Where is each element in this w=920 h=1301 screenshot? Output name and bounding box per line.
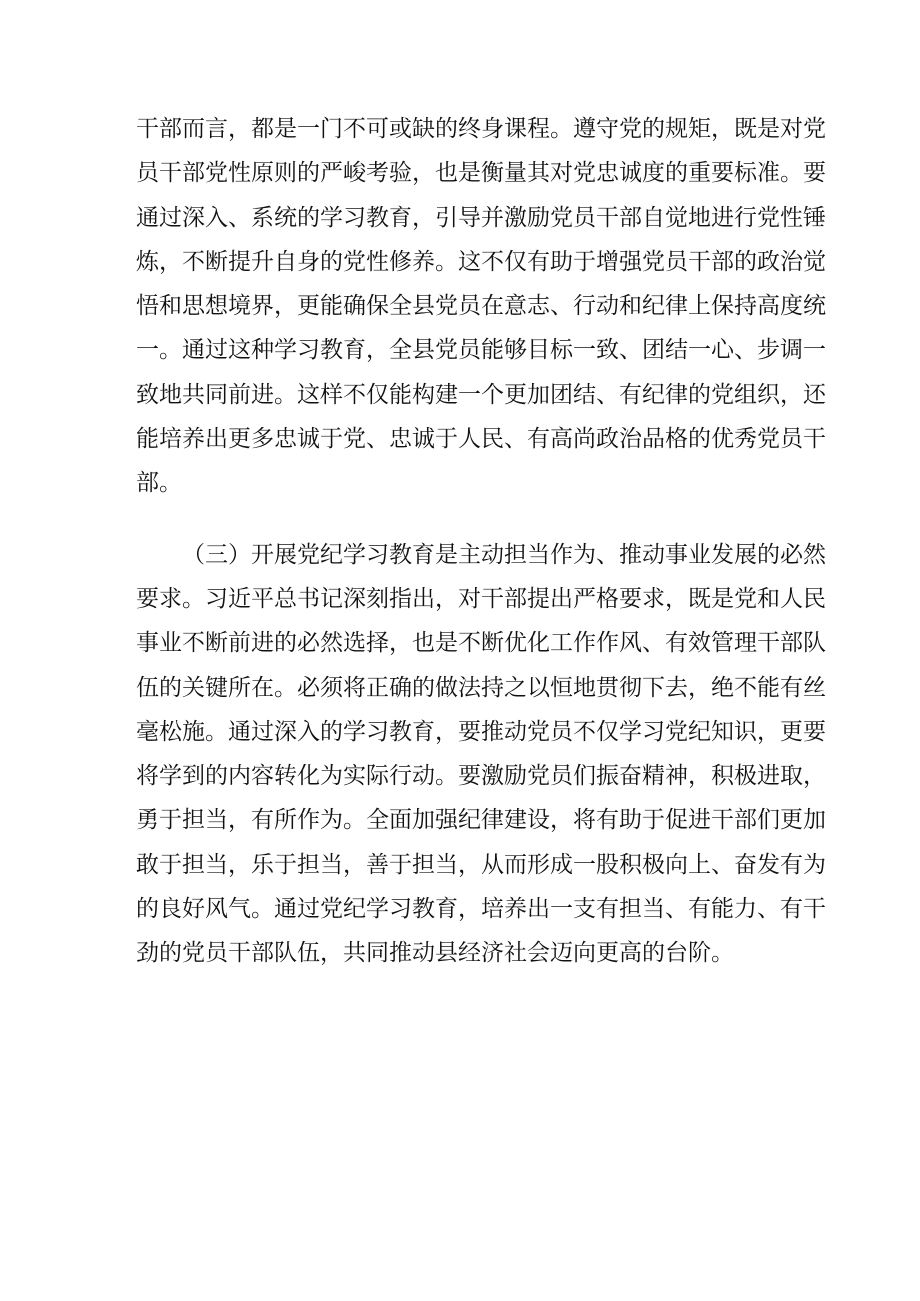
text-line: 要求。习近平总书记深刻指出，对干部提出严格要求，既是党和人民 [136, 585, 826, 612]
text-line: 伍的关键所在。必须将正确的做法持之以恒地贯彻下去，绝不能有丝 [136, 674, 826, 701]
text-line: 干部而言，都是一门不可或缺的终身课程。遵守党的规矩，既是对党 [136, 116, 826, 142]
paragraph-1 [136, 107, 826, 506]
text-line: 事业不断前进的必然选择，也是不断优化工作作风、有效管理干部队 [136, 630, 826, 657]
text-line: 劲的党员干部队伍，共同推动县经济社会迈向更高的台阶。 [136, 940, 734, 967]
text-line: 通过深入、系统的学习教育，引导并激励党员干部自觉地进行党性锤 [136, 204, 826, 231]
text-line: 员干部党性原则的严峻考验，也是衡量其对党忠诚度的重要标准。要 [136, 160, 826, 187]
section-heading-line: （三）开展党纪学习教育是主动担当作为、推动事业发展的必然 [182, 541, 826, 568]
text-line: 的良好风气。通过党纪学习教育，培养出一支有担当、有能力、有干 [136, 896, 826, 923]
text-line: 一。通过这种学习教育，全县党员能够目标一致、团结一心、步调一 [136, 337, 826, 364]
document-body [136, 107, 826, 976]
text-line: 敢于担当，乐于担当，善于担当，从而形成一股积极向上、奋发有为 [136, 851, 826, 878]
text-line: 致地共同前进。这样不仅能构建一个更加团结、有纪律的党组织，还 [136, 381, 826, 408]
text-line: 勇于担当，有所作为。全面加强纪律建设，将有助于促进干部们更加 [136, 807, 826, 834]
paragraph-spacer [136, 506, 796, 533]
paragraph-2 [136, 533, 826, 976]
text-line: 将学到的内容转化为实际行动。要激励党员们振奋精神，积极进取， [136, 763, 826, 790]
text-line: 部。 [136, 470, 182, 497]
text-line: 能培养出更多忠诚于党、忠诚于人民、有高尚政治品格的优秀党员干 [136, 426, 826, 453]
text-line: 悟和思想境界，更能确保全县党员在意志、行动和纪律上保持高度统 [136, 293, 826, 320]
text-line: 毫松施。通过深入的学习教育，要推动党员不仅学习党纪知识，更要 [136, 718, 826, 745]
text-line: 炼，不断提升自身的党性修养。这不仅有助于增强党员干部的政治觉 [136, 248, 826, 275]
